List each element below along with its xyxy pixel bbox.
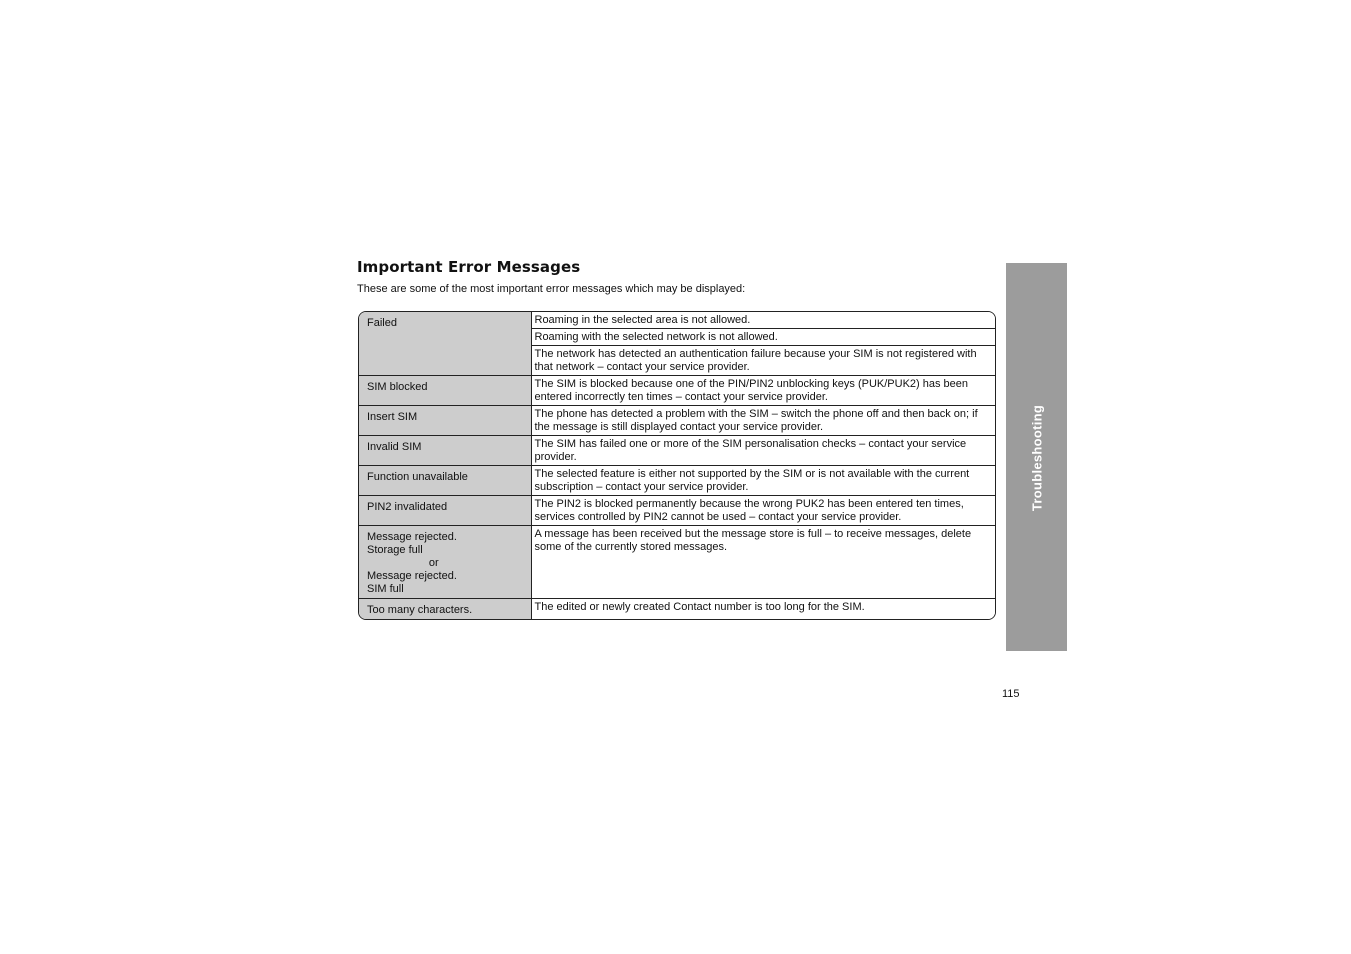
label-line: Message rejected. [367,531,457,543]
error-description: The PIN2 is blocked permanently because the wrong PUK2 has been entered ten times, services controlled by PIN2 cannot be used – contact your service provider. [531,496,995,526]
error-description: Roaming in the selected area is not allowed. [531,312,995,329]
label-line: Too many characters. [367,604,473,616]
error-description: The edited or newly created Contact number is too long for the SIM. [531,599,995,620]
table-row [359,406,995,436]
table-row [359,466,995,496]
page-title: Important Error Messages [357,258,581,276]
error-message-label [359,376,531,406]
error-description: The network has detected an authentication failure because your SIM is not registered with that network – contact your service provider. [531,346,995,376]
error-description: The selected feature is either not supported by the SIM or is not available with the current subscription – contact your service provider. [531,466,995,496]
table-row [359,376,995,406]
table-row [359,599,995,620]
error-message-label [359,599,531,620]
section-tab-label: Troubleshooting [1029,404,1044,512]
error-description: The phone has detected a problem with the SIM – switch the phone off and then back on; if the message is still displayed contact your service provider. [531,406,995,436]
page-number: 115 [1002,688,1020,700]
error-description: The SIM has failed one or more of the SIM personalisation checks – contact your service provider. [531,436,995,466]
error-message-label [359,466,531,496]
error-message-label [359,436,531,466]
intro-text: These are some of the most important error messages which may be displayed: [357,283,746,295]
table-row [359,312,995,329]
label-line: Function unavailable [367,471,468,483]
error-message-label [359,526,531,599]
label-line: Insert SIM [367,411,418,423]
table-row [359,526,995,599]
error-message-label [359,496,531,526]
section-tab [1006,263,1067,651]
error-description: The SIM is blocked because one of the PIN/PIN2 unblocking keys (PUK/PUK2) has been entered incorrectly ten times – contact your service provider. [531,376,995,406]
label-line: PIN2 invalidated [367,501,448,513]
error-message-label [359,312,531,376]
error-message-label [359,406,531,436]
label-line: SIM full [367,583,404,595]
table-row [359,496,995,526]
error-messages-table [358,311,996,620]
label-line: SIM blocked [367,381,428,393]
label-line: or [428,557,439,569]
error-table [359,312,995,619]
label-line: Failed [367,317,397,329]
label-line: Storage full [367,544,423,556]
label-line: Message rejected. [367,570,457,582]
error-description: Roaming with the selected network is not allowed. [531,329,995,346]
error-description: A message has been received but the message store is full – to receive messages, delete some of the currently stored messages. [531,526,995,599]
label-line: Invalid SIM [367,441,422,453]
table-row [359,436,995,466]
